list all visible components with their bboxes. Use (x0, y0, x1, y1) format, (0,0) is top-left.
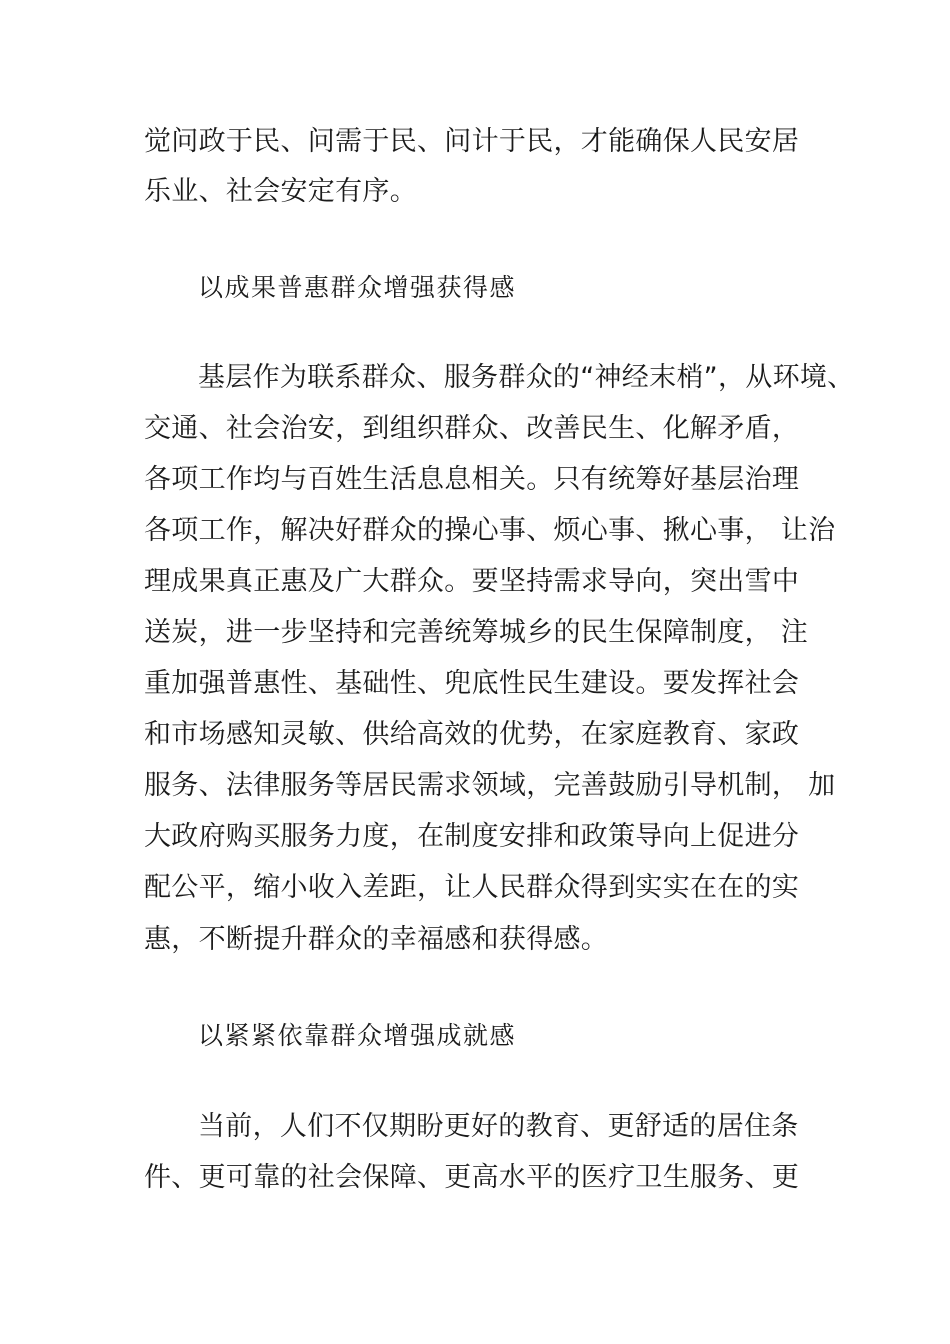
paragraph-line: 大政府购买服务力度，在制度安排和政策导向上促进分 (144, 821, 800, 852)
paragraph-line: 各项工作均与百姓生活息息相关。只有统筹好基层治理 (144, 464, 800, 495)
paragraph-line: 理成果真正惠及广大群众。要坚持需求导向，突出雪中 (144, 566, 800, 597)
section-heading: 以紧紧依靠群众增强成就感 (198, 1021, 517, 1050)
paragraph-line: 觉问政于民、问需于民、问计于民，才能确保人民安居 (144, 126, 800, 157)
paragraph-line: 和市场感知灵敏、供给高效的优势，在家庭教育、家政 (144, 719, 800, 750)
paragraph-line: 惠，不断提升群众的幸福感和获得感。 (144, 924, 609, 955)
paragraph-line: 基层作为联系群众、服务群众的“神经末梢”，从环境、 (198, 362, 855, 393)
paragraph-line: 配公平，缩小收入差距，让人民群众得到实实在在的实 (144, 872, 800, 903)
paragraph-line: 服务、法律服务等居民需求领域，完善鼓励引导机制， 加 (144, 770, 836, 801)
paragraph-line: 件、更可靠的社会保障、更高水平的医疗卫生服务、更 (144, 1162, 800, 1193)
section-heading: 以成果普惠群众增强获得感 (198, 273, 517, 302)
paragraph-line: 交通、社会治安，到组织群众、改善民生、化解矛盾， (144, 413, 800, 444)
paragraph-line: 乐业、社会安定有序。 (144, 176, 417, 207)
paragraph-line: 当前，人们不仅期盼更好的教育、更舒适的居住条 (198, 1111, 799, 1142)
paragraph-line: 重加强普惠性、基础性、兜底性民生建设。要发挥社会 (144, 668, 800, 699)
paragraph-line: 各项工作，解决好群众的操心事、烦心事、揪心事， 让治 (144, 515, 836, 546)
paragraph-line: 送炭，进一步坚持和完善统筹城乡的民生保障制度， 注 (144, 617, 809, 648)
